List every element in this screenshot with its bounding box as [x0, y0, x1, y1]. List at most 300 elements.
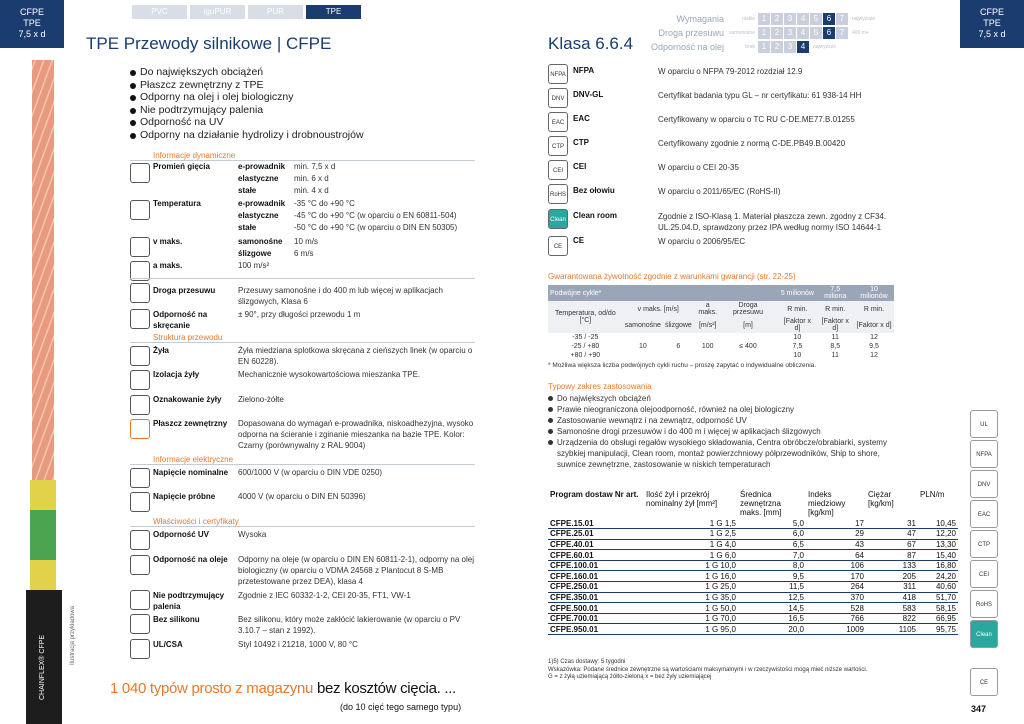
rating-cell: 5 [810, 13, 822, 25]
column-header: Ilość żył i przekrój nominalny żył [mm²] [646, 490, 718, 508]
table-cell: 20,0 [738, 624, 806, 635]
spec-key: stałe [238, 186, 257, 195]
silicone-free-icon [130, 614, 150, 634]
page-title: TPE Przewody silnikowe | CFPE [86, 34, 332, 53]
table-cell: 1 G 4,0 [644, 539, 738, 550]
table-cell: 16,80 [918, 560, 958, 571]
table-cell: 14,5 [738, 603, 806, 614]
page-number: 347 [971, 704, 987, 714]
clean-room-icon: Clean [548, 209, 568, 229]
rohs-icon: RoHS [548, 184, 568, 204]
flame-icon [130, 590, 150, 610]
table-cell [623, 333, 779, 342]
tab-pvc[interactable]: PVC [132, 5, 187, 19]
table-cell: 10 [623, 342, 663, 351]
table-cell: [m] [722, 317, 775, 333]
table-row [548, 582, 958, 593]
table-cell: 40,60 [918, 582, 958, 593]
table-cell: 58,15 [918, 603, 958, 614]
spec-label: Temperatura [153, 199, 201, 208]
clean-room-logo-icon: Clean [970, 620, 998, 648]
torsion-icon [130, 309, 150, 329]
table-cell: 1105 [866, 624, 918, 635]
list-item: Prawie nieograniczona olejoodporność, również na olej biologiczny [548, 404, 898, 415]
rating-max: najwyższe [852, 15, 876, 22]
spec-key: ślizgowe [238, 249, 272, 258]
cable-print-label: CHAINFLEX® CFPE [39, 634, 46, 700]
ctp-logo-icon: CTP [970, 530, 998, 558]
table-cell: ≤ 400 [722, 342, 775, 351]
table-cell: 16,5 [738, 613, 806, 624]
rating-cell: 7 [836, 13, 848, 25]
rating-label: Wymagania [676, 13, 724, 24]
eac-icon: EAC [548, 112, 568, 132]
voltage-icon [130, 468, 150, 488]
ctp-icon: CTP [548, 136, 568, 156]
table-cell: 133 [866, 560, 918, 571]
list-item: Samonośne drogi przesuwów i do 400 m i więcej w aplikacjach ślizgowych [548, 426, 898, 437]
table-cell: 264 [806, 582, 866, 593]
spec-value: min. 4 x d [294, 186, 329, 195]
spec-key: samonośne [238, 237, 283, 246]
spec-value: 10 m/s [294, 237, 319, 246]
cert-desc: W oparciu o 2006/95/EC [658, 237, 746, 246]
list-item: Do największych obciążeń [548, 393, 898, 404]
promo-rest: bez kosztów cięcia. ... [313, 680, 456, 697]
table-cell: R min. [816, 301, 854, 317]
table-cell: 311 [866, 582, 918, 593]
column-header: Indeks miedziowy [kg/km] [808, 490, 846, 517]
uv-icon [130, 530, 150, 550]
spec-value: min. 7,5 x d [294, 162, 336, 171]
list-item: Urządzenia do obsługi regałów wysokiego składowania, Centra obróbcze/obrabiarki, systemy szybkiej manipulacji, Clean room, montaż powierzchniowy półprzewodników, Ship to shore, suwnice zewnętrzne, zastosowanie w niskich temperaturach [548, 437, 898, 470]
spec-label: a maks. [153, 261, 183, 270]
spec-value: Przesuwy samonośne i do 400 m lub więcej w aplikacjach ślizgowych, Klasa 6 [238, 286, 443, 306]
temperature-icon [130, 200, 150, 220]
table-cell: 5 milionów [778, 285, 816, 301]
rating-cell: 4 [797, 13, 809, 25]
ul-logo-icon: UL [970, 410, 998, 438]
velocity-icon [130, 237, 150, 257]
table-cell: 6 [663, 342, 694, 351]
table-cell: 6,0 [738, 529, 806, 540]
cert-desc: W oparciu o 2011/65/EC (RoHS-II) [658, 187, 781, 196]
table-cell: 10,45 [918, 518, 958, 529]
rating-max: 400 m+ [852, 29, 869, 36]
rating-cell: 1 [758, 13, 770, 25]
spec-label: Odporność na oleje [153, 555, 228, 564]
cert-desc: Certyfikowany zgodnie z normą C-DE.PB49.B.00420 [658, 139, 846, 148]
table-cell: 5,0 [738, 518, 806, 529]
spec-label: Odporność na skręcanie [153, 310, 208, 330]
spec-key: elastyczne [238, 174, 279, 183]
table-cell: 1 G 10,0 [644, 560, 738, 571]
rating-label: Droga przesuwu [658, 27, 724, 38]
table-cell: a maks. [694, 301, 722, 317]
bend-radius-icon [130, 163, 150, 183]
cert-name: NFPA [573, 66, 595, 75]
table-cell: [Faktor x d] [816, 317, 854, 333]
table-row [548, 613, 958, 624]
column-header: PLN/m [920, 490, 945, 499]
rating-min: brak [745, 43, 755, 50]
column-header: Program dostaw Nr art. [550, 490, 639, 499]
spec-label: Droga przesuwu [153, 286, 216, 295]
section-dynamic-heading: Informacje dynamiczne [153, 151, 236, 160]
spec-value: Bez silikonu, który może zakłócić lakierowanie (w oparciu o PV 3.10.7 – stan z 1992). [238, 615, 461, 635]
spec-value: -35 °C do +90 °C [294, 199, 355, 208]
table-cell: 1009 [806, 624, 866, 635]
table-cell: Podwójne cykle* [548, 285, 778, 301]
table-row [548, 342, 894, 351]
rating-cell: 3 [784, 13, 796, 25]
list-item: Nie podtrzymujący palenia [130, 104, 364, 117]
table-row [548, 592, 958, 603]
rating-row [636, 12, 875, 25]
test-voltage-icon [130, 492, 150, 512]
table-cell: CFPE.250.01 [548, 582, 644, 593]
rating-cell: 4 [797, 27, 809, 39]
cert-name: Clean room [573, 211, 618, 220]
spec-value: min. 6 x d [294, 174, 329, 183]
spec-label: Promień gięcia [153, 162, 210, 171]
spec-key: e-prowadnik [238, 199, 286, 208]
note: 1)5) Czas dostawy: 5 tygodni [548, 659, 626, 665]
table-cell: 67 [866, 539, 918, 550]
table-cell: 1 G 16,0 [644, 571, 738, 582]
rating-min: niskie [742, 15, 755, 22]
table-cell: 418 [866, 592, 918, 603]
material-tabs [132, 5, 361, 19]
rating-cell: 2 [771, 13, 783, 25]
cert-name: DNV-GL [573, 90, 604, 99]
table-cell: 11,5 [738, 582, 806, 593]
table-cell: 51,70 [918, 592, 958, 603]
rating-cell: 1 [758, 41, 770, 53]
core-marking-icon [130, 395, 150, 415]
note: Wskazówka: Podane średnice zewnętrzne są wartościami maksymalnymi i w rzeczywistości mogą mieć niższe wartości. [548, 666, 868, 673]
table-cell [623, 351, 779, 360]
table-row [548, 529, 958, 540]
table-row [548, 624, 958, 635]
spec-key: stałe [238, 223, 257, 232]
table-cell: -35 / -25 [548, 333, 623, 342]
spec-value: ± 90°, przy długości przewodu 1 m [238, 310, 361, 319]
cert-name: Bez ołowiu [573, 186, 615, 195]
rating-cell: 3 [784, 41, 796, 53]
rating-cell: 2 [771, 41, 783, 53]
warranty-heading: Gwarantowana żywotność zgodnie z warunkami gwarancji (str. 22-25) [548, 272, 796, 281]
cable-illustration [26, 60, 62, 724]
rating-row [636, 40, 875, 53]
table-cell: 12,20 [918, 529, 958, 540]
illustration-note: Ilustracja przykładowa [70, 605, 76, 665]
divider [130, 526, 475, 527]
rating-cell: 3 [784, 27, 796, 39]
table-cell: CFPE.60.01 [548, 550, 644, 561]
table-cell: samonośne [623, 317, 663, 333]
table-cell: 43 [806, 539, 866, 550]
spec-value: 100 m/s² [238, 261, 270, 270]
table-cell: 7,5 [778, 342, 816, 351]
cert-desc: W oparciu o NFPA 79-2012 rozdział 12.9 [658, 67, 803, 76]
table-cell: CFPE.15.01 [548, 518, 644, 529]
table-notes [548, 659, 867, 682]
cert-name: CEI [573, 162, 587, 171]
tab-pur[interactable]: PUR [248, 5, 303, 19]
spec-label: Bez silikonu [153, 615, 200, 624]
table-header-row [548, 489, 958, 518]
badge-line: 7,5 x d [18, 29, 46, 39]
list-item: Do największych obciążeń [130, 66, 364, 79]
table-cell: 29 [806, 529, 866, 540]
applications-heading: Typowy zakres zastosowania [548, 382, 652, 391]
feature-list [130, 66, 364, 141]
rating-cell: 7 [836, 27, 848, 39]
table-cell: 100 [694, 342, 722, 351]
spec-value: Styl 10492 i 21218, 1000 V, 80 °C [238, 640, 358, 649]
table-cell: R min. [778, 301, 816, 317]
tab-tpe[interactable]: TPE [306, 5, 361, 19]
table-row [548, 560, 958, 571]
spec-value: Dopasowana do wymagań e-prowadnika, niskoadhezyjna, wysoko odporna na ścieranie i zginanie mieszanka na bazie TPE. Kolor: Czarny (porównywalny z RAL 9004) [238, 419, 474, 450]
table-cell: 6,5 [738, 539, 806, 550]
table-row [548, 603, 958, 614]
cei-logo-icon: CEI [970, 560, 998, 588]
conductor-icon [130, 346, 150, 366]
series-badge-left [0, 0, 64, 48]
divider [130, 342, 475, 343]
table-cell: 1 G 35,0 [644, 592, 738, 603]
ce-logo-icon: CE [970, 668, 998, 696]
table-cell: 47 [866, 529, 918, 540]
table-cell: +80 / +90 [548, 351, 623, 360]
tab-igupur[interactable]: iguPUR [190, 5, 245, 19]
table-cell: 1 G 2,5 [644, 529, 738, 540]
table-cell: 8,0 [738, 560, 806, 571]
spec-key: e-prowadnik [238, 162, 286, 171]
table-cell: 17 [806, 518, 866, 529]
table-cell: 106 [806, 560, 866, 571]
rating-cell-active: 6 [823, 27, 835, 39]
spec-label: Napięcie nominalne [153, 468, 229, 477]
table-row [548, 333, 894, 342]
list-item: Odporność na UV [130, 116, 364, 129]
section-structure-heading: Struktura przewodu [153, 333, 223, 342]
table-cell: 66,95 [918, 613, 958, 624]
cert-name: CTP [573, 138, 589, 147]
rating-cell: 2 [771, 27, 783, 39]
table-cell: ślizgowe [663, 317, 694, 333]
table-cell: 12 [854, 351, 894, 360]
table-cell: CFPE.25.01 [548, 529, 644, 540]
table-cell: CFPE.100.01 [548, 560, 644, 571]
table-cell: 31 [866, 518, 918, 529]
table-cell: CFPE.700.01 [548, 613, 644, 624]
table-row [548, 539, 958, 550]
spec-value: -45 °C do +90 °C (w oparciu o EN 60811-504) [294, 211, 457, 220]
table-cell: 10 [778, 351, 816, 360]
table-row [548, 301, 894, 317]
cert-desc: Certyfikat badania typu GL – nr certyfikatu: 61 938-14 HH [658, 91, 862, 100]
rating-cell: 1 [758, 27, 770, 39]
rating-min: samonośne [729, 29, 755, 36]
ce-icon: CE [548, 236, 568, 256]
table-cell: 24,20 [918, 571, 958, 582]
cert-desc: Zgodnie z ISO-Klasą 1. Materiał płaszcza zewn. zgodny z CF34. UL.25.04.D, sprawdzony przez IPA według normy ISO 14644-1 [658, 212, 887, 232]
table-cell: CFPE.350.01 [548, 592, 644, 603]
table-cell: 1 G 25,0 [644, 582, 738, 593]
promo-highlight: 1 040 typów prosto z magazynu [110, 680, 314, 697]
badge-line: TPE [23, 18, 41, 28]
table-cell: CFPE.40.01 [548, 539, 644, 550]
table-cell: 87 [866, 550, 918, 561]
cei-icon: CEI [548, 160, 568, 180]
spec-label: Płaszcz zewnętrzny [153, 419, 228, 428]
table-cell: 64 [806, 550, 866, 561]
rohs-logo-icon: RoHS [970, 590, 998, 618]
spec-label: Żyła [153, 346, 170, 355]
table-cell: 10 [778, 333, 816, 342]
table-cell: 11 [816, 333, 854, 342]
spec-value: Zgodnie z IEC 60332-1-2, CEI 20-35, FT1, VW-1 [238, 591, 411, 600]
dnv-logo-icon: DNV [970, 470, 998, 498]
dnv-icon: DNV [548, 88, 568, 108]
table-cell: 9,5 [854, 342, 894, 351]
spec-label: Napięcie próbne [153, 492, 216, 501]
spec-value: Wysoka [238, 530, 267, 539]
table-cell: Droga przesuwu [722, 301, 775, 317]
promo-line [110, 680, 456, 697]
table-cell: 370 [806, 592, 866, 603]
outer-jacket-icon [130, 419, 150, 439]
insulation-icon [130, 370, 150, 390]
warranty-table [548, 285, 894, 360]
table-cell: 583 [866, 603, 918, 614]
table-cell: 9,5 [738, 571, 806, 582]
rating-cell-active: 6 [823, 13, 835, 25]
spec-value: Mechanicznie wysokowartościowa mieszanka TPE. [238, 370, 421, 379]
list-item: Zastosowanie wewnątrz i na zewnątrz, odporność UV [548, 415, 898, 426]
travel-distance-icon [130, 283, 150, 303]
table-cell: 1 G 95,0 [644, 624, 738, 635]
table-cell: R min. [854, 301, 894, 317]
table-cell: v maks. [m/s] [623, 301, 694, 317]
rating-max: najwyższe [813, 43, 837, 50]
table-cell: 170 [806, 571, 866, 582]
table-cell: CFPE.160.01 [548, 571, 644, 582]
class-title: Klasa 6.6.4 [548, 34, 634, 53]
cert-desc: Certyfikowany w oparciu o TC RU C-DE.ME77.B.01255 [658, 115, 855, 124]
spec-value: 600/1000 V (w oparciu o DIN VDE 0250) [238, 468, 383, 477]
spec-value: Żyła miedziana splotkowa skręcana z cieńszych linek (w oparciu o EN 60228). [238, 346, 473, 366]
table-row [548, 285, 894, 301]
series-badge-right [960, 0, 1024, 48]
cert-desc: W oparciu o CEI 20-35 [658, 163, 739, 172]
nfpa-logo-icon: NFPA [970, 440, 998, 468]
table-cell: 822 [866, 613, 918, 624]
divider [130, 278, 475, 279]
promo-subline: (do 10 cięć tego samego typu) [340, 702, 462, 712]
spec-key: elastyczne [238, 211, 279, 220]
table-cell: 1 G 50,0 [644, 603, 738, 614]
table-cell: 766 [806, 613, 866, 624]
spec-value: Zielono-żółte [238, 395, 284, 404]
rating-cell: 5 [810, 27, 822, 39]
table-row [548, 550, 958, 561]
cert-name: CE [573, 236, 585, 245]
list-item: Płaszcz zewnętrzny z TPE [130, 79, 364, 92]
table-cell: 1 G 6,0 [644, 550, 738, 561]
table-cell: 1 G 1,5 [644, 518, 738, 529]
spec-label: Oznakowanie żyły [153, 395, 222, 404]
applications-list [548, 393, 898, 470]
table-cell: 13,30 [918, 539, 958, 550]
badge-line: 7,5 x d [978, 29, 1006, 39]
spec-label: Nie podtrzymujący palenia [153, 591, 225, 611]
table-cell: 7,0 [738, 550, 806, 561]
spec-label: Odporność UV [153, 530, 210, 539]
eac-logo-icon: EAC [970, 500, 998, 528]
table-cell: -25 / +80 [548, 342, 623, 351]
product-table [548, 489, 958, 635]
divider [130, 464, 475, 465]
table-cell: CFPE.950.01 [548, 624, 644, 635]
cert-name: EAC [573, 114, 590, 123]
list-item: Odporny na olej i olej biologiczny [130, 91, 364, 104]
table-cell: Temperatura, od/do [°C] [548, 301, 623, 333]
rating-grid [636, 12, 875, 54]
table-row [548, 518, 958, 529]
table-cell: 1 G 70,0 [644, 613, 738, 624]
badge-line: CFPE [19, 7, 44, 17]
table-cell: 10 milionów [854, 285, 894, 301]
table-cell: 12 [854, 333, 894, 342]
oil-icon [130, 555, 150, 575]
table-cell: 12,5 [738, 592, 806, 603]
spec-label: UL/CSA [153, 640, 183, 649]
table-cell: [Faktor x d] [778, 317, 816, 333]
spec-label: v maks. [153, 237, 183, 246]
badge-line: TPE [983, 18, 1001, 28]
spec-value: 6 m/s [294, 249, 314, 258]
nfpa-icon: NFPA [548, 64, 568, 84]
table-cell: 11 [816, 351, 854, 360]
spec-value: -50 °C do +90 °C (w oparciu o DIN EN 50305) [294, 223, 458, 232]
table-cell: 528 [806, 603, 866, 614]
note: G = z żyłą uziemiającą żółto-zieloną x = bez żyły uziemiającej [548, 674, 712, 680]
section-electrical-heading: Informacje elektryczne [153, 455, 234, 464]
spec-value: 4000 V (w oparciu o DIN EN 50396) [238, 492, 366, 501]
table-cell: 8,5 [816, 342, 854, 351]
table-row [548, 571, 958, 582]
table-cell: CFPE.500.01 [548, 603, 644, 614]
column-header: Średnica zewnętrzna maks. [mm] [740, 490, 782, 517]
table-cell: 7,5 miliona [816, 285, 854, 301]
table-cell: 95,75 [918, 624, 958, 635]
warranty-note: * Możliwa większa liczba podwójnych cykli ruchu – proszę zapytać o indywidualne obliczenia. [548, 362, 817, 369]
badge-line: CFPE [979, 7, 1004, 17]
table-cell: [m/s²] [694, 317, 722, 333]
table-cell: 15,40 [918, 550, 958, 561]
rating-label: Odporność na olej [650, 41, 724, 52]
ul-csa-icon [130, 639, 150, 659]
rating-cell-active: 4 [797, 41, 809, 53]
rating-row [636, 26, 875, 39]
section-properties-heading: Właściwości i certyfikaty [153, 517, 239, 526]
list-item: Odporny na działanie hydrolizy i drobnoustrojów [130, 129, 364, 142]
table-cell: [Faktor x d] [854, 317, 894, 333]
